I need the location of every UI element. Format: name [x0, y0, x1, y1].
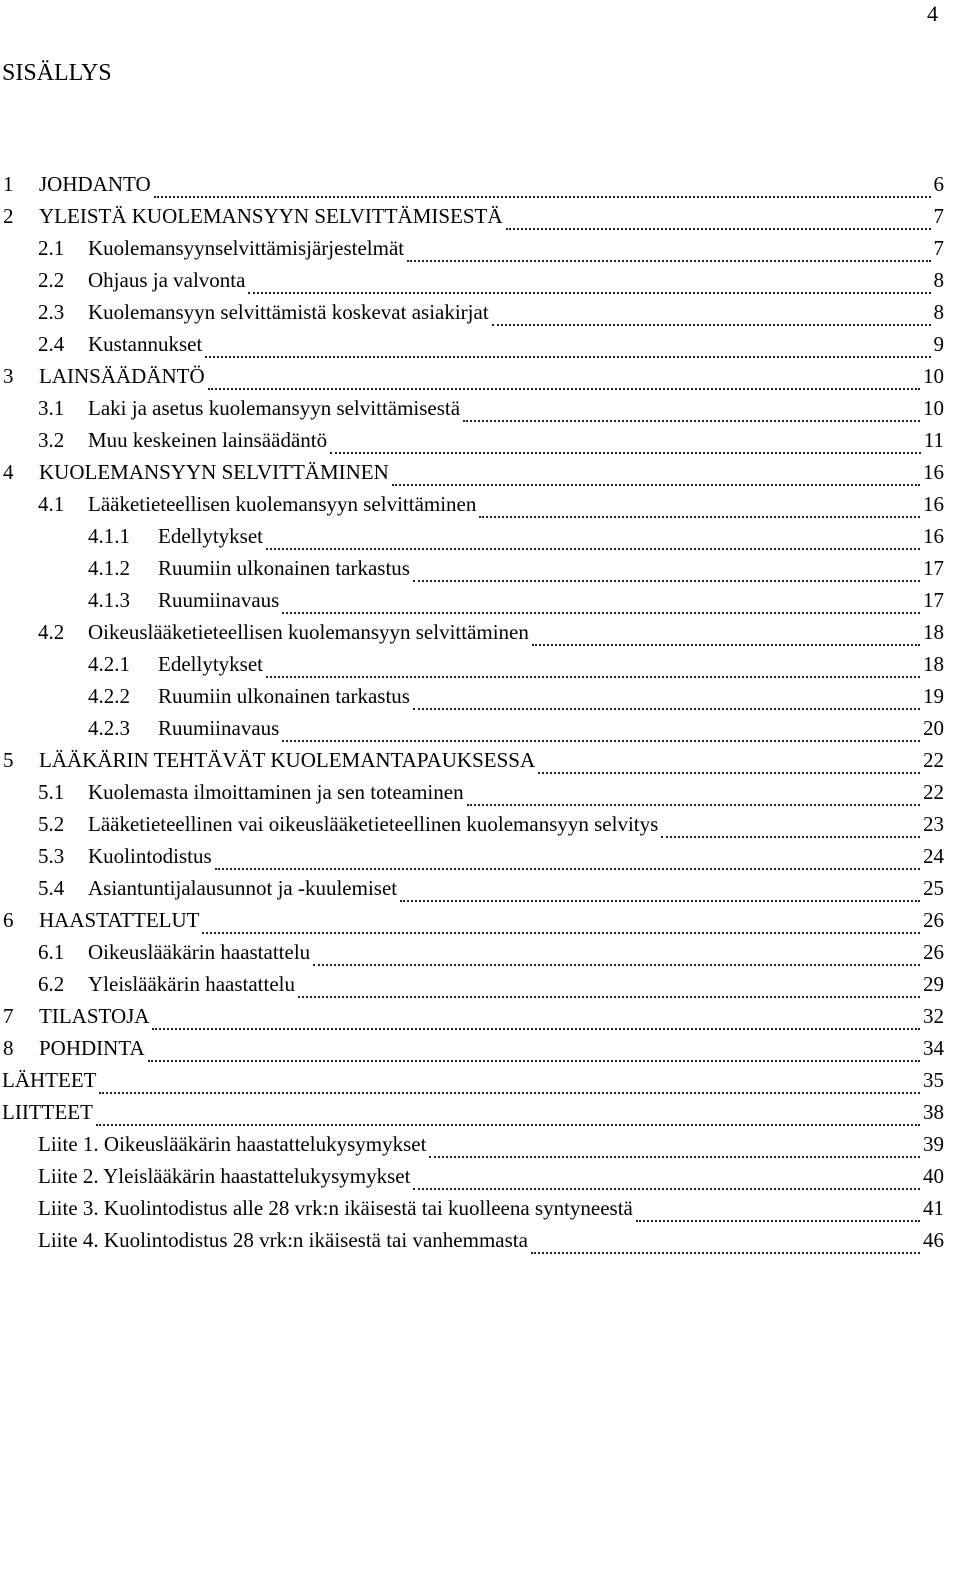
toc-entry-page-number: 18: [923, 651, 944, 676]
toc-entry-page-number: 17: [923, 555, 944, 580]
dot-leader: [506, 210, 931, 230]
dot-leader: [208, 370, 920, 390]
toc-entry-page-number: 25: [923, 875, 944, 900]
toc-entry-number: 4.1.2: [88, 555, 130, 580]
toc-entry[interactable]: [0, 488, 944, 520]
toc-entry[interactable]: [0, 1160, 944, 1192]
table-of-contents: [0, 168, 944, 1256]
dot-leader: [479, 498, 920, 518]
toc-entry-number: 6.1: [38, 939, 65, 964]
dot-leader: [298, 978, 920, 998]
toc-entry-number: 2.2: [38, 267, 65, 292]
dot-leader: [413, 562, 920, 582]
toc-entry[interactable]: [0, 808, 944, 840]
toc-entry-number: 2.1: [38, 235, 65, 260]
toc-entry[interactable]: [0, 328, 944, 360]
toc-entry-title: TILASTOJA: [39, 1003, 150, 1028]
dot-leader: [531, 1234, 920, 1254]
dot-leader: [463, 402, 920, 422]
toc-entry-title: LAINSÄÄDÄNTÖ: [39, 363, 205, 388]
toc-entry-page-number: 10: [923, 395, 944, 420]
dot-leader: [330, 434, 921, 454]
toc-entry-number: 4: [3, 459, 14, 484]
toc-entry-number: 3.2: [38, 427, 65, 452]
dot-leader: [266, 530, 920, 550]
toc-entry[interactable]: [0, 1000, 944, 1032]
toc-entry[interactable]: [0, 840, 944, 872]
dot-leader: [215, 850, 920, 870]
toc-entry-number: 4.2.2: [88, 683, 130, 708]
toc-entry-number: 4.1.1: [88, 523, 130, 548]
toc-entry-title: Liite 3. Kuolintodistus alle 28 vrk:n ikäisestä tai kuolleena syntyneestä: [38, 1195, 633, 1220]
toc-entry-number: 1: [3, 171, 14, 196]
toc-entry-number: 3.1: [38, 395, 65, 420]
toc-entry-title: Lääketieteellinen vai oikeuslääketieteellinen kuolemansyyn selvitys: [88, 811, 659, 836]
dot-leader: [492, 306, 931, 326]
dot-leader: [282, 722, 920, 742]
dot-leader: [313, 946, 920, 966]
toc-entry[interactable]: [0, 712, 944, 744]
toc-entry[interactable]: [0, 968, 944, 1000]
toc-entry-title: Lääketieteellisen kuolemansyyn selvittäminen: [88, 491, 477, 516]
toc-entry-page-number: 26: [923, 939, 944, 964]
dot-leader: [148, 1042, 920, 1062]
toc-entry-title: KUOLEMANSYYN SELVITTÄMINEN: [39, 459, 389, 484]
toc-entry-page-number: 16: [923, 491, 944, 516]
toc-entry[interactable]: [0, 616, 944, 648]
toc-entry[interactable]: [0, 648, 944, 680]
dot-leader: [248, 274, 930, 294]
dot-leader: [96, 1106, 920, 1126]
toc-entry-title: Liite 1. Oikeuslääkärin haastattelukysymykset: [38, 1131, 427, 1156]
toc-entry-number: 4.2.1: [88, 651, 130, 676]
toc-entry-title: Ruumiin ulkonainen tarkastus: [158, 555, 410, 580]
toc-entry-title: Kuolintodistus: [88, 843, 212, 868]
toc-entry-title: Ruumiinavaus: [158, 715, 280, 740]
toc-entry-title: Ruumiinavaus: [158, 587, 280, 612]
toc-entry-title: Ruumiin ulkonainen tarkastus: [158, 683, 410, 708]
toc-entry-title: Kuolemasta ilmoittaminen ja sen toteaminen: [88, 779, 464, 804]
toc-entry-title: Edellytykset: [158, 651, 263, 676]
toc-entry[interactable]: [0, 1032, 944, 1064]
dot-leader: [532, 626, 920, 646]
toc-entry[interactable]: [0, 1096, 944, 1128]
dot-leader: [205, 338, 930, 358]
toc-entry-number: 3: [3, 363, 14, 388]
toc-entry-page-number: 39: [923, 1131, 944, 1156]
dot-leader: [636, 1202, 920, 1222]
toc-entry[interactable]: [0, 296, 944, 328]
toc-entry-page-number: 22: [923, 747, 944, 772]
toc-entry[interactable]: [0, 744, 944, 776]
toc-entry-page-number: 26: [923, 907, 944, 932]
toc-entry-page-number: 18: [923, 619, 944, 644]
toc-entry-number: 5.1: [38, 779, 65, 804]
toc-entry-title: Muu keskeinen lainsäädäntö: [88, 427, 328, 452]
toc-entry-page-number: 11: [923, 427, 944, 452]
toc-entry-page-number: 8: [933, 267, 944, 292]
toc-entry[interactable]: [0, 1064, 944, 1096]
dot-leader: [266, 658, 920, 678]
toc-entry[interactable]: [0, 904, 944, 936]
toc-entry-page-number: 9: [933, 331, 944, 356]
toc-entry-number: 5.3: [38, 843, 65, 868]
dot-leader: [429, 1138, 920, 1158]
toc-entry-title: Oikeuslääkärin haastattelu: [88, 939, 311, 964]
dot-leader: [400, 882, 920, 902]
dot-leader: [202, 914, 920, 934]
toc-entry[interactable]: [0, 1224, 944, 1256]
toc-entry-page-number: 10: [923, 363, 944, 388]
toc-entry-title: Yleislääkärin haastattelu: [88, 971, 295, 996]
toc-entry[interactable]: [0, 584, 944, 616]
toc-entry[interactable]: [0, 264, 944, 296]
toc-entry-title: YLEISTÄ KUOLEMANSYYN SELVITTÄMISESTÄ: [39, 203, 503, 228]
toc-entry[interactable]: [0, 200, 944, 232]
toc-entry-number: 4.2.3: [88, 715, 130, 740]
toc-entry-page-number: 46: [923, 1227, 944, 1252]
toc-entry-number: 7: [3, 1003, 14, 1028]
toc-entry-page-number: 17: [923, 587, 944, 612]
toc-entry[interactable]: [0, 1192, 944, 1224]
toc-entry[interactable]: [0, 232, 944, 264]
toc-entry-number: 6.2: [38, 971, 65, 996]
dot-leader: [413, 690, 920, 710]
toc-entry-number: 5.4: [38, 875, 65, 900]
toc-entry[interactable]: [0, 168, 944, 200]
dot-leader: [538, 754, 920, 774]
toc-entry-page-number: 6: [933, 171, 944, 196]
toc-entry-title: POHDINTA: [39, 1035, 145, 1060]
toc-entry-number: 5.2: [38, 811, 65, 836]
dot-leader: [392, 466, 920, 486]
dot-leader: [152, 1010, 920, 1030]
toc-entry-title: LIITTEET: [2, 1099, 93, 1124]
toc-entry-title: LÄÄKÄRIN TEHTÄVÄT KUOLEMANTAPAUKSESSA: [39, 747, 536, 772]
page-number: 4: [927, 1, 938, 26]
toc-entry-number: 4.1: [38, 491, 65, 516]
toc-entry-page-number: 41: [923, 1195, 944, 1220]
toc-entry-title: Laki ja asetus kuolemansyyn selvittämisestä: [88, 395, 461, 420]
toc-entry-page-number: 35: [923, 1067, 944, 1092]
toc-entry-number: 2.4: [38, 331, 65, 356]
toc-entry-page-number: 23: [923, 811, 944, 836]
toc-entry-title: JOHDANTO: [39, 171, 151, 196]
dot-leader: [467, 786, 920, 806]
toc-entry-page-number: 19: [923, 683, 944, 708]
toc-entry-title: Ohjaus ja valvonta: [88, 267, 246, 292]
toc-entry[interactable]: [0, 552, 944, 584]
toc-entry-page-number: 7: [933, 235, 944, 260]
toc-entry[interactable]: [0, 1128, 944, 1160]
toc-entry-page-number: 16: [923, 523, 944, 548]
toc-entry-title: Liite 2. Yleislääkärin haastattelukysymykset: [38, 1163, 411, 1188]
toc-heading: SISÄLLYS: [2, 60, 112, 86]
toc-entry[interactable]: [0, 776, 944, 808]
toc-entry-page-number: 20: [923, 715, 944, 740]
toc-entry-title: Kustannukset: [88, 331, 203, 356]
dot-leader: [99, 1074, 920, 1094]
toc-entry-number: 2.3: [38, 299, 65, 324]
toc-entry-page-number: 40: [923, 1163, 944, 1188]
toc-entry-page-number: 16: [923, 459, 944, 484]
toc-entry[interactable]: [0, 520, 944, 552]
toc-entry-page-number: 38: [923, 1099, 944, 1124]
toc-entry-title: Oikeuslääketieteellisen kuolemansyyn selvittäminen: [88, 619, 529, 644]
toc-entry-page-number: 32: [923, 1003, 944, 1028]
toc-entry-title: LÄHTEET: [2, 1067, 97, 1092]
toc-entry-number: 6: [3, 907, 14, 932]
toc-entry-title: Edellytykset: [158, 523, 263, 548]
toc-entry-page-number: 34: [923, 1035, 944, 1060]
toc-entry[interactable]: [0, 424, 944, 456]
toc-entry-title: Asiantuntijalausunnot ja -kuulemiset: [88, 875, 398, 900]
toc-entry-page-number: 7: [933, 203, 944, 228]
toc-entry-page-number: 29: [923, 971, 944, 996]
toc-entry-title: Kuolemansyyn selvittämistä koskevat asiakirjat: [88, 299, 489, 324]
dot-leader: [407, 242, 930, 262]
toc-entry[interactable]: [0, 360, 944, 392]
toc-entry[interactable]: [0, 680, 944, 712]
toc-entry-number: 2: [3, 203, 14, 228]
toc-entry[interactable]: [0, 872, 944, 904]
toc-entry-page-number: 8: [933, 299, 944, 324]
toc-entry[interactable]: [0, 936, 944, 968]
toc-entry[interactable]: [0, 456, 944, 488]
dot-leader: [154, 178, 931, 198]
toc-entry-title: HAASTATTELUT: [39, 907, 200, 932]
toc-entry-number: 4.1.3: [88, 587, 130, 612]
toc-entry-title: Kuolemansyynselvittämisjärjestelmät: [88, 235, 405, 260]
toc-entry-page-number: 22: [923, 779, 944, 804]
dot-leader: [282, 594, 920, 614]
toc-entry-number: 4.2: [38, 619, 65, 644]
toc-entry-title: Liite 4. Kuolintodistus 28 vrk:n ikäisestä tai vanhemmasta: [38, 1227, 528, 1252]
dot-leader: [661, 818, 920, 838]
toc-entry-page-number: 24: [923, 843, 944, 868]
toc-entry[interactable]: [0, 392, 944, 424]
dot-leader: [413, 1170, 920, 1190]
toc-entry-number: 8: [3, 1035, 14, 1060]
toc-entry-number: 5: [3, 747, 14, 772]
